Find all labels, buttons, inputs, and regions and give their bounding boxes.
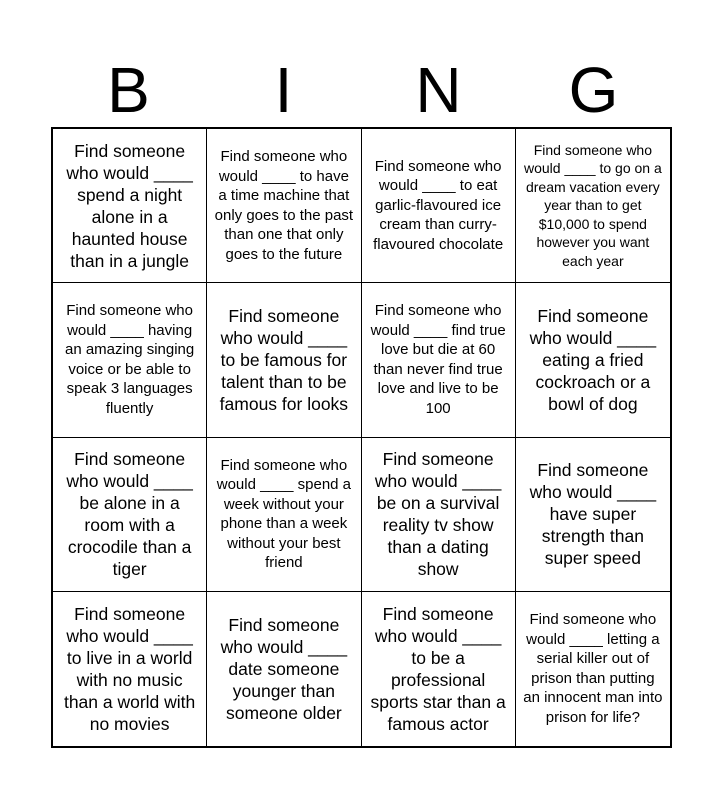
bingo-cell[interactable] bbox=[53, 129, 207, 283]
bingo-header bbox=[51, 52, 671, 128]
cell-text: Find someone who would ____ to have a time machine that only goes to the past than one that only goes to the future bbox=[214, 148, 354, 263]
bingo-cell[interactable] bbox=[362, 438, 516, 592]
bingo-cell[interactable] bbox=[516, 592, 670, 746]
cell-text: Find someone who would ____ letting a serial killer out of prison than putting an innocent man into prison for life? bbox=[523, 611, 663, 726]
bingo-cell[interactable] bbox=[516, 283, 670, 437]
cell-text: Find someone who would ____ having an amazing singing voice or be able to speak 3 languages fluently bbox=[64, 302, 195, 417]
header-letter-g: G bbox=[568, 54, 619, 126]
bingo-cell[interactable] bbox=[207, 592, 361, 746]
cell-text: Find someone who would ____ to be a professional sports star than a famous actor bbox=[370, 603, 506, 734]
header-letter-n: N bbox=[415, 54, 462, 126]
cell-text: Find someone who would ____ to go on a dream vacation every year than to get $10,000 to spend however you want each year bbox=[523, 141, 662, 269]
cell-text: Find someone who would ____ to eat garlic-flavoured ice cream than curry-flavoured chocolate bbox=[373, 157, 504, 253]
bingo-cell[interactable] bbox=[53, 283, 207, 437]
bingo-cell[interactable] bbox=[362, 129, 516, 283]
bingo-cell[interactable] bbox=[516, 438, 670, 592]
cell-text: Find someone who would ____ spend a week without your phone than a week without your best friend bbox=[216, 456, 352, 572]
bingo-cell[interactable] bbox=[207, 438, 361, 592]
cell-text: Find someone who would ____ be alone in a room with a crocodile than a tiger bbox=[66, 449, 193, 580]
bingo-board bbox=[51, 127, 672, 748]
bingo-cell[interactable] bbox=[207, 283, 361, 437]
header-letter-i: I bbox=[274, 54, 293, 126]
bingo-cell[interactable] bbox=[53, 438, 207, 592]
cell-text: Find someone who would ____ be on a survival reality tv show than a dating show bbox=[374, 449, 502, 580]
cell-text: Find someone who would ____ to live in a world with no music than a world with no movies bbox=[63, 603, 196, 734]
cell-text: Find someone who would ____ date someone younger than someone older bbox=[220, 614, 348, 723]
bingo-cell[interactable] bbox=[53, 592, 207, 746]
bingo-cell[interactable] bbox=[362, 592, 516, 746]
cell-text: Find someone who would ____ find true love but die at 60 than never find true love and live to be 100 bbox=[370, 302, 506, 417]
bingo-cell[interactable] bbox=[207, 129, 361, 283]
bingo-cell[interactable] bbox=[516, 129, 670, 283]
cell-text: Find someone who would ____ have super strength than super speed bbox=[529, 460, 657, 569]
header-letter-b: B bbox=[107, 54, 150, 126]
bingo-cell[interactable] bbox=[362, 283, 516, 437]
cell-text: Find someone who would ____ eating a fried cockroach or a bowl of dog bbox=[529, 305, 657, 414]
cell-text: Find someone who would ____ spend a night alone in a haunted house than in a jungle bbox=[66, 140, 193, 271]
cell-text: Find someone who would ____ to be famous for talent than to be famous for looks bbox=[219, 305, 349, 414]
